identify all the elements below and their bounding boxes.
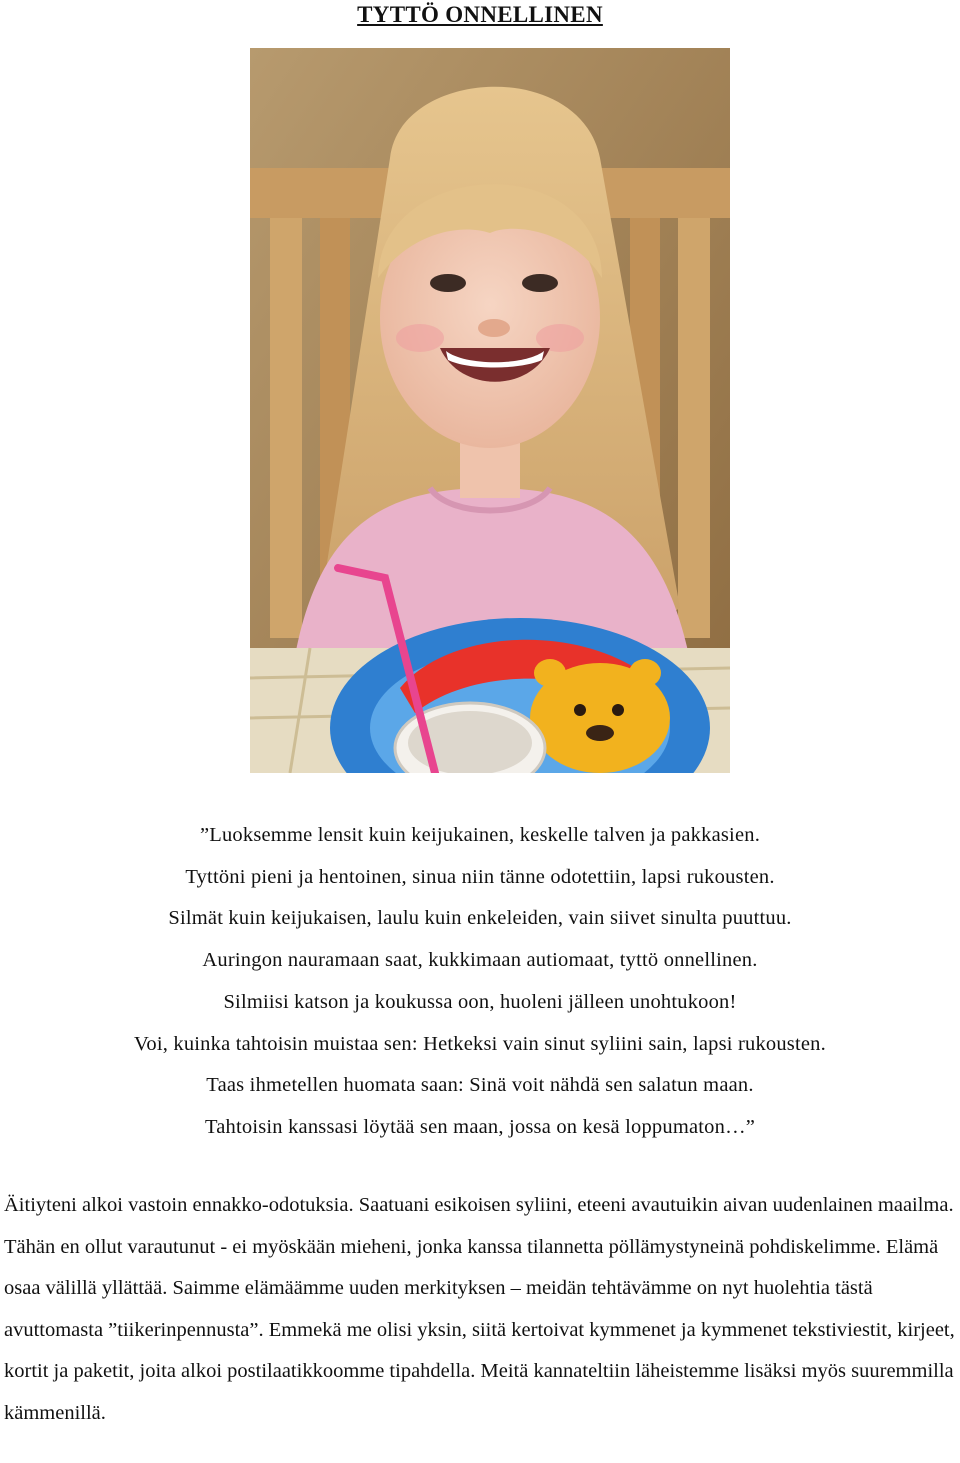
poem (0, 815, 960, 1149)
poem-line: Silmiisi katson ja koukussa oon, huoleni jälleen unohtukoon! (223, 990, 737, 1013)
poem-line: Silmät kuin keijukaisen, laulu kuin enkeleiden, vain siivet sinulta puuttuu. (168, 907, 792, 930)
poem-line: Taas ihmetellen huomata saan: Sinä voit nähdä sen salatun maan. (206, 1074, 754, 1097)
girl-photo (250, 48, 730, 773)
poem-line: Voi, kuinka tahtoisin muistaa sen: Hetkeksi vain sinut syliini sain, lapsi rukousten. (134, 1032, 826, 1055)
poem-line: ”Luoksemme lensit kuin keijukainen, keskelle talven ja pakkasien. (199, 824, 761, 846)
page-title: TYTTÖ ONNELLINEN (357, 2, 603, 27)
poem-line: Tyttöni pieni ja hentoinen, sinua niin tänne odotettiin, lapsi rukousten. (185, 865, 775, 888)
body-paragraph: Äitiyteni alkoi vastoin ennakko-odotuksia. Saatuani esikoisen syliini, eteeni avautuikin aivan uudenlainen maailma. Tähän en ollut varautunut - ei myöskään mieheni, jonka kanssa tilannetta pöllämystyneinä pohdiskelimme. Elämä osaa välillä yllättää. Saimme elämäämme uuden merkityksen – meidän tehtävämme on nyt huolehtia tästä avuttomasta ”tiikerinpennusta”. Emmekä me olisi yksin, siitä kertoivat kymmenet ja kymmenet tekstiviestit, kirjeet, kortit ja paketit, joita alkoi postilaatikkoomme tipahdella. Meitä kannateltiin läheistemme lisäksi myös suuremmilla kämmenillä. (4, 1194, 955, 1424)
poem-line: Auringon nauramaan saat, kukkimaan autiomaat, tyttö onnellinen. (202, 949, 758, 972)
poem-line: Tahtoisin kanssasi löytää sen maan, jossa on kesä loppumaton…” (204, 1115, 756, 1138)
